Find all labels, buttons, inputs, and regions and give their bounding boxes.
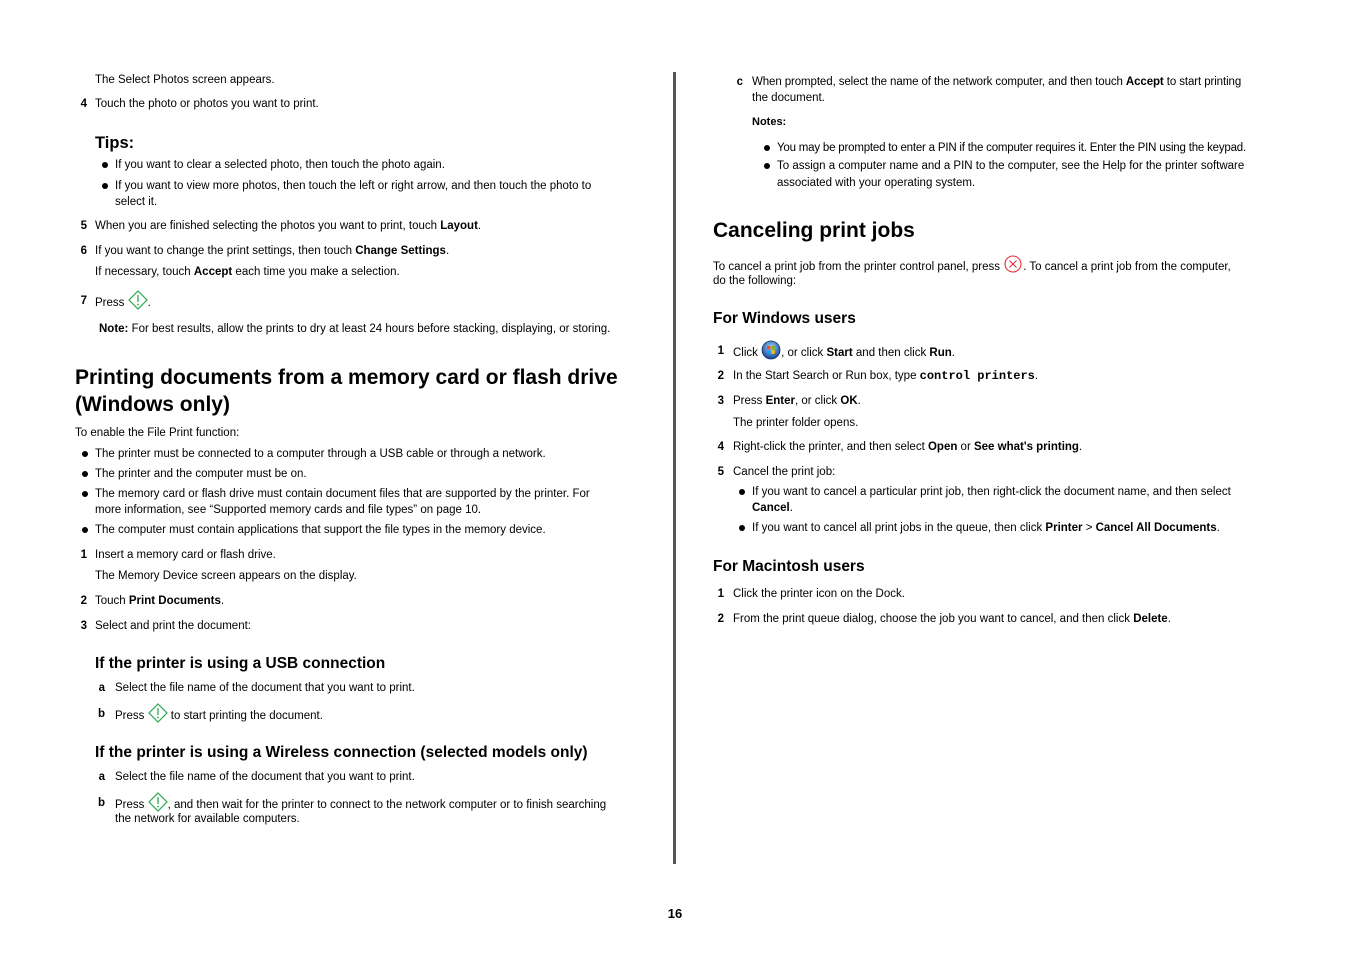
step-letter: a (98, 682, 105, 694)
enable-intro: To enable the File Print function: (75, 427, 240, 439)
requirement-item: The memory card or flash drive must contain document files that are supported by the printer. For (95, 488, 590, 500)
column-divider (673, 72, 676, 864)
tips-heading: Tips: (95, 134, 135, 152)
bullet (82, 451, 88, 457)
step-subtext: The Memory Device screen appears on the display. (95, 570, 357, 582)
tip-item: If you want to clear a selected photo, then touch the photo again. (115, 159, 445, 171)
bullet (102, 162, 108, 168)
step-number: 2 (717, 370, 724, 382)
step-number: 4 (717, 441, 724, 453)
section-title-cont: (Windows only) (75, 393, 230, 416)
step-letter: c (736, 76, 743, 88)
sub-item-cont: Cancel. (752, 502, 793, 514)
step-number: 3 (717, 395, 724, 407)
bullet (82, 527, 88, 533)
step-text: Touch the photo or photos you want to print. (95, 98, 319, 110)
sub-item: If you want to cancel a particular print job, then right-click the document name, and then select (752, 486, 1231, 498)
step-text: When you are finished selecting the photos you want to print, touch Layout. (95, 220, 482, 232)
step-number: 2 (717, 613, 724, 625)
requirement-item: The printer and the computer must be on. (95, 468, 307, 480)
requirement-item: The printer must be connected to a computer through a USB cable or through a network. (95, 448, 546, 460)
step-number: 3 (80, 620, 87, 632)
step-text-cont: the network for available computers. (115, 813, 300, 825)
step-text: Select the file name of the document that you want to print. (115, 771, 415, 783)
bullet (739, 489, 745, 495)
step-text: Select and print the document: (95, 620, 251, 632)
start-diamond-icon (148, 703, 168, 723)
bullet (82, 471, 88, 477)
step-text: Press Enter, or click OK. (733, 395, 861, 407)
note-item: To assign a computer name and a PIN to the computer, see the Help for the printer software (777, 160, 1245, 172)
step-number: 1 (717, 588, 724, 600)
step-number: 1 (80, 549, 87, 561)
step-number: 5 (717, 466, 724, 478)
bullet (739, 525, 745, 531)
step-text: Right-click the printer, and then select Open or See what's printing. (733, 441, 1083, 453)
section-title: Printing documents from a memory card or flash drive (75, 366, 618, 389)
cancel-section-title: Canceling print jobs (713, 219, 915, 242)
step-letter: a (98, 771, 105, 783)
notes-label: Notes: (752, 116, 787, 128)
step-text: Click the printer icon on the Dock. (733, 588, 905, 600)
note-item: You may be prompted to enter a PIN if the computer requires it. Enter the PIN using the keypad. (777, 142, 1246, 154)
step-letter: b (97, 708, 105, 720)
step-number: 1 (717, 345, 724, 357)
step-number: 5 (80, 220, 87, 232)
step-text: Cancel the print job: (733, 466, 836, 478)
step-text: In the Start Search or Run box, type control printers. (733, 369, 1039, 383)
step-text: Select the file name of the document that you want to print. (115, 682, 415, 694)
page-number: 16 (667, 906, 683, 921)
step-text: From the print queue dialog, choose the job you want to cancel, and then click Delete. (733, 613, 1171, 625)
step-number: 2 (80, 595, 87, 607)
step-number: 4 (80, 98, 87, 110)
start-diamond-icon (128, 290, 148, 310)
tip-item: If you want to view more photos, then touch the left or right arrow, and then touch the photo to (115, 180, 592, 192)
requirement-item-cont: more information, see “Supported memory cards and file types” on page 10. (95, 504, 482, 516)
bullet (82, 491, 88, 497)
requirement-item: The computer must contain applications that support the file types in the memory device. (95, 524, 546, 536)
macintosh-heading: For Macintosh users (713, 558, 865, 575)
cancel-x-icon (1003, 254, 1023, 274)
step-letter: b (97, 797, 105, 809)
windows-heading: For Windows users (713, 310, 856, 327)
windows-start-orb-icon (761, 340, 781, 360)
step-text: Press . (95, 290, 151, 311)
step-number: 6 (80, 245, 87, 257)
tip-item-cont: select it. (115, 196, 158, 208)
cancel-intro: To cancel a print job from the printer control panel, press . To cancel a print job from the computer, (713, 254, 1231, 275)
sub-item: If you want to cancel all print jobs in the queue, then click Printer > Cancel All Documents. (752, 522, 1220, 534)
step-text: Touch Print Documents. (95, 595, 225, 607)
cancel-intro-cont: do the following: (713, 275, 797, 287)
start-diamond-icon (148, 792, 168, 812)
step-text: Press , and then wait for the printer to connect to the network computer or to finish searching (115, 792, 606, 813)
step-text-cont: the document. (752, 92, 825, 104)
bullet (764, 145, 770, 151)
bullet (102, 183, 108, 189)
step-text: When prompted, select the name of the network computer, and then touch Accept to start printing (752, 76, 1242, 88)
step-text: Insert a memory card or flash drive. (95, 549, 276, 561)
step-subtext: If necessary, touch Accept each time you make a selection. (95, 266, 400, 278)
note-item-cont: associated with your operating system. (777, 177, 976, 189)
wireless-heading: If the printer is using a Wireless connection (selected models only) (95, 744, 588, 761)
step-number: 7 (80, 295, 87, 307)
note: Note: For best results, allow the prints to dry at least 24 hours before stacking, displaying, or storing. (99, 323, 611, 335)
step-subtext: The printer folder opens. (733, 417, 859, 429)
bullet (764, 163, 770, 169)
step-text: Click , or click Start and then click Run. (733, 340, 955, 361)
step-text: Press to start printing the document. (115, 703, 323, 724)
intro-text: The Select Photos screen appears. (95, 74, 275, 86)
step-text: If you want to change the print settings, then touch Change Settings. (95, 245, 450, 257)
usb-heading: If the printer is using a USB connection (95, 655, 386, 672)
